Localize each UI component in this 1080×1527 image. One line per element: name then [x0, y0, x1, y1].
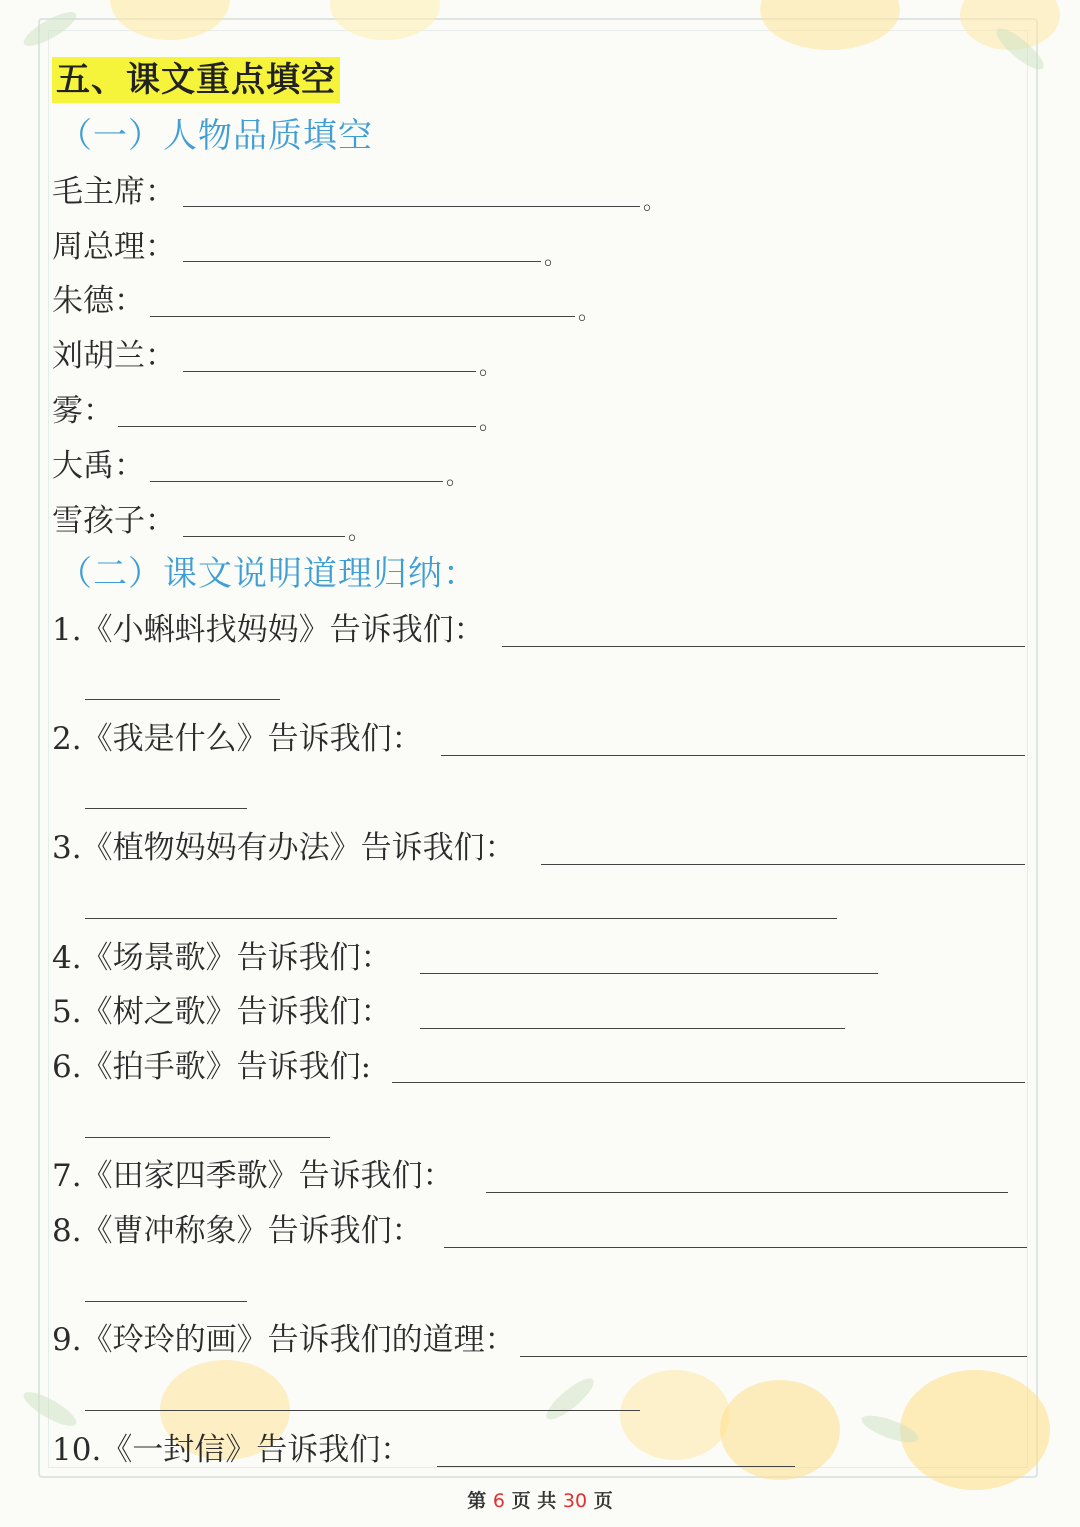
- answer-blank[interactable]: [437, 1466, 795, 1467]
- answer-blank[interactable]: [85, 1410, 640, 1411]
- period-mark: 。: [479, 410, 502, 435]
- period-mark: 。: [578, 300, 601, 325]
- list-item: [52, 610, 485, 650]
- period-mark: 。: [479, 355, 502, 380]
- item-number: 1.: [52, 612, 82, 648]
- item-number: 8.: [52, 1213, 82, 1249]
- item-number: 3.: [52, 830, 82, 866]
- period-mark: 。: [348, 520, 371, 545]
- item-text: 《场景歌》告诉我们：: [81, 940, 392, 976]
- item-label: 大禹：: [52, 448, 145, 484]
- list-item: [52, 828, 516, 868]
- list-item: [52, 992, 392, 1032]
- answer-blank[interactable]: [420, 973, 878, 974]
- item-number: 2.: [52, 721, 82, 757]
- answer-blank[interactable]: [444, 1247, 1027, 1248]
- answer-blank[interactable]: [150, 481, 443, 482]
- answer-blank[interactable]: [441, 755, 1025, 756]
- item-label: 朱德：: [52, 283, 145, 319]
- item-number: 6.: [52, 1049, 82, 1085]
- list-item: [52, 1047, 371, 1087]
- list-item: [52, 1156, 454, 1196]
- item-label: 毛主席：: [52, 174, 176, 210]
- answer-blank[interactable]: [85, 1137, 330, 1138]
- item-text: 《拍手歌》告诉我们:: [81, 1049, 372, 1085]
- answer-blank[interactable]: [486, 1192, 1008, 1193]
- answer-blank[interactable]: [85, 699, 280, 700]
- list-item: [52, 1211, 423, 1251]
- item-text: 《曹冲称象》告诉我们：: [81, 1213, 423, 1249]
- list-item: [52, 281, 145, 321]
- item-number: 10.: [52, 1432, 102, 1468]
- item-number: 7.: [52, 1158, 82, 1194]
- total-pages-number: 30: [562, 1490, 588, 1512]
- period-mark: 。: [544, 245, 567, 270]
- period-mark: 。: [643, 190, 666, 215]
- period-mark: 。: [446, 465, 469, 490]
- item-text: 《我是什么》告诉我们：: [81, 721, 423, 757]
- item-number: 5.: [52, 994, 82, 1030]
- answer-blank[interactable]: [118, 426, 476, 427]
- current-page-number: 6: [492, 1490, 506, 1512]
- list-item: [52, 391, 114, 431]
- answer-blank[interactable]: [520, 1356, 1027, 1357]
- item-text: 《植物妈妈有办法》告诉我们：: [81, 830, 516, 866]
- flower-decoration-bottom-right: [900, 1370, 1050, 1490]
- item-text: 《玲玲的画》告诉我们的道理：: [81, 1322, 516, 1358]
- part2-title: （二）课文说明道理归纳：: [58, 554, 478, 594]
- item-text: 《小蝌蚪找妈妈》告诉我们：: [81, 612, 485, 648]
- list-item: [52, 336, 176, 376]
- list-item: [52, 1320, 516, 1360]
- answer-blank[interactable]: [392, 1082, 1025, 1083]
- section-title: 五、课文重点填空: [52, 57, 340, 103]
- answer-blank[interactable]: [85, 808, 247, 809]
- list-item: [52, 446, 145, 486]
- answer-blank[interactable]: [183, 371, 476, 372]
- item-text: 《田家四季歌》告诉我们：: [81, 1158, 454, 1194]
- item-number: 9.: [52, 1322, 82, 1358]
- answer-blank[interactable]: [183, 206, 640, 207]
- answer-blank[interactable]: [541, 864, 1025, 865]
- item-text: 《一封信》告诉我们：: [101, 1432, 412, 1468]
- footer-prefix: 第: [467, 1490, 487, 1512]
- flower-decoration-bottom: [620, 1370, 730, 1460]
- list-item: [52, 501, 176, 541]
- footer-middle: 页 共: [511, 1490, 557, 1512]
- answer-blank[interactable]: [183, 261, 541, 262]
- item-text: 《树之歌》告诉我们：: [81, 994, 392, 1030]
- list-item: [52, 227, 176, 267]
- list-item: [52, 1430, 411, 1470]
- item-label: 周总理：: [52, 229, 176, 265]
- answer-blank[interactable]: [85, 918, 837, 919]
- item-label: 刘胡兰：: [52, 338, 176, 374]
- flower-decoration-bottom-center: [720, 1380, 840, 1480]
- answer-blank[interactable]: [502, 646, 1025, 647]
- list-item: [52, 938, 392, 978]
- list-item: [52, 719, 423, 759]
- part1-title: （一）人物品质填空: [58, 116, 373, 156]
- answer-blank[interactable]: [183, 536, 345, 537]
- item-number: 4.: [52, 940, 82, 976]
- list-item: [52, 172, 176, 212]
- answer-blank[interactable]: [85, 1301, 247, 1302]
- item-label: 雪孩子：: [52, 503, 176, 539]
- item-label: 雾：: [52, 393, 114, 429]
- answer-blank[interactable]: [420, 1028, 845, 1029]
- page-footer: [0, 1486, 1080, 1513]
- answer-blank[interactable]: [150, 316, 575, 317]
- footer-suffix: 页: [593, 1490, 613, 1512]
